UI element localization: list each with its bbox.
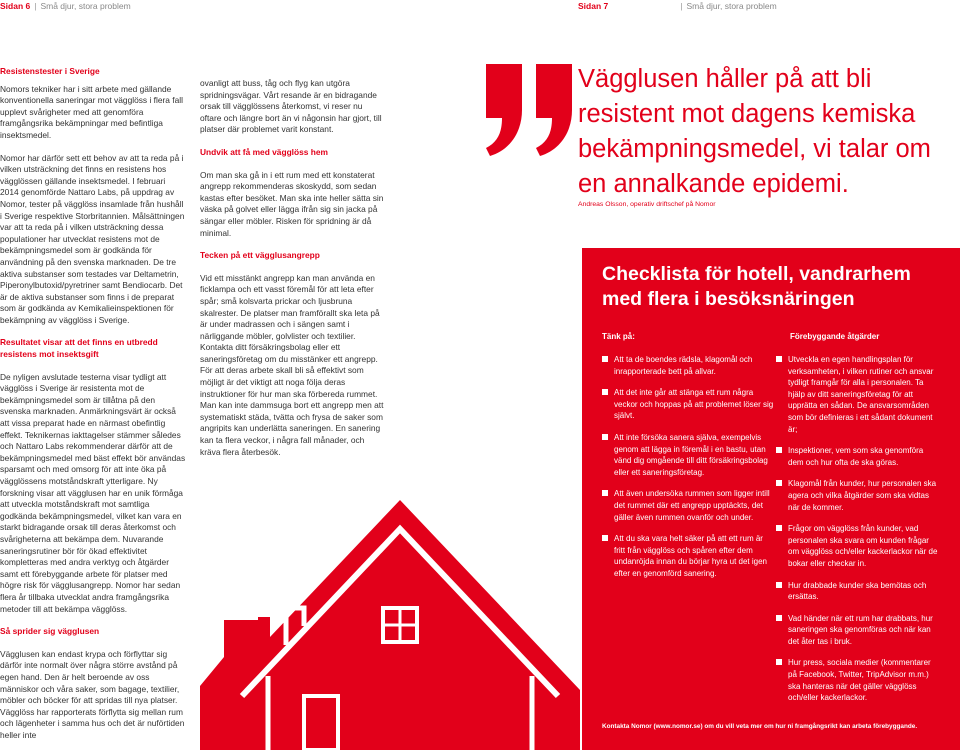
column-middle <box>200 78 386 469</box>
list-item: Att inte försöka sanera själva, exempelvis genom att lägga in föremål i en bastu, utan vänd dig omgående till ditt försäkringsbolag eller ett saneringsföretag. <box>602 432 774 478</box>
bullet-square-icon <box>776 480 782 486</box>
list-item: Klagomål från kunder, hur personalen ska agera och vilka åtgärder som ska vidtas när de kommer. <box>776 478 940 513</box>
bullet-square-icon <box>776 356 782 362</box>
column-left <box>0 66 186 752</box>
checklist-left-list <box>602 354 774 580</box>
heading-undvik: Undvik att få med vägglöss hem <box>200 146 328 157</box>
left-page-number: Sidan 6 <box>0 1 31 11</box>
list-item: Hur press, sociala medier (kommentarer på Facebook, Twitter, TripAdvisor m.m.) ska hanteras när det gäller vägglöss och/eller kackerlackor. <box>776 657 940 703</box>
contact-note: Kontakta Nomor (www.nomor.se) om du vill veta mer om hur ni framgångsrikt kan arbeta förebyggande. <box>602 723 918 730</box>
heading-tecken: Tecken på ett vägglusangrepp <box>200 250 320 261</box>
checklist-left-heading: Tänk på: <box>602 332 635 341</box>
left-page-header: Sidan 6 | Små djur, stora problem <box>0 1 131 11</box>
list-item: Att även undersöka rummen som ligger intill det rummet där ett angrepp upptäckts, det gäller även rummen ovanför och under. <box>602 488 774 523</box>
list-item: Inspektioner, vem som ska genomföra dem och hur ofta de ska göras. <box>776 445 940 468</box>
checklist-box <box>582 248 960 750</box>
bullet-square-icon <box>776 659 782 665</box>
bullet-square-icon <box>776 582 782 588</box>
paragraph: Nomor har därför sett ett behov av att ta reda på i vilken utsträckning det finns en resistens hos vägglössen gällande insektsmedel. I februari 2014 genomförde Nattaro Labs, på uppdrag av Nomor, tester på vägglöss insamlade från hushåll i Sverige respektive Storbritannien. Målsättningen var att ta reda på i vilken utsträckning dessa populationer har utvecklat resistens mot de bekämpningsmedel som är godkända för användning på den svenska marknaden. De tre aktiva substanser som testades var Deltametrin, Piperonylbutoxid/pyretriner samt Bendiocarb. Det är de aktiva substanser som finns i de preparat som är godkända av Kemikalieinspektionen för bekämpning av vägglöss i Sverige. <box>0 152 185 325</box>
checklist-right-heading: Förebyggande åtgärder <box>790 332 880 341</box>
bullet-square-icon <box>776 525 782 531</box>
quote-mark-icon <box>482 58 578 158</box>
paragraph: Vägglusen kan endast krypa och förflyttar sig därför inte normalt över några större avstånd på egen hand. Den är helt beroende av oss människor och våra saker, som bagage, textilier, möbler och böcker för att spridas till nya platser. Vägglöss har rapporterats förflytta sig mellan rum och lägenheter i samma hus och det är nuförtiden heller inte <box>0 648 185 740</box>
list-item: Frågor om vägglöss från kunder, vad personalen ska svara om kunden frågar om vägglöss och/eller kackerlackor när de bokar eller checkar in. <box>776 523 940 569</box>
checklist-right-list <box>776 354 940 704</box>
list-item: Att det inte går att stänga ett rum några veckor och hoppas på att problemet löser sig självt. <box>602 387 774 422</box>
heading-resistenstester: Resistenstester i Sverige <box>0 66 100 76</box>
paragraph: ovanligt att buss, tåg och flyg kan utgöra spridningsvägar. Vårt resande är en bidragande orsak till vägglössens återkomst, vi reser nu oftare och längre bort än vi någonsin har gjort, till platser där problemet varit konstant. <box>200 78 382 135</box>
list-item: Att ta de boendes rädsla, klagomål och inrapporterade bett på allvar. <box>602 354 774 377</box>
list-item: Att du ska vara helt säker på att ett rum är fritt från vägglöss och spåren efter dem undanröjda innan du börjar hyra ut det igen efter en genomförd sanering. <box>602 533 774 579</box>
house-outline-icon <box>200 500 580 750</box>
quote-author: Andreas Olsson, operativ driftschef på Nomor <box>578 201 716 208</box>
paragraph: Om man ska gå in i ett rum med ett konstaterat angrepp rekommenderas skoskydd, som sedan kastas efter besöket. Man ska inte heller sätta sin väska på golvet eller lägga ifrån sig sin jacka på sängar eller möbler. Risken för spridning är då minimal. <box>200 169 384 238</box>
heading-resultatet: Resultatet visar att det finns en utbredd resistens mot insektsgift <box>0 337 158 360</box>
checklist-title: Checklista för hotell, vandrarhem med flera i besöksnäringen <box>602 263 911 310</box>
right-page-title: Små djur, stora problem <box>686 1 777 11</box>
bullet-square-icon <box>602 356 608 362</box>
bullet-square-icon <box>602 389 608 395</box>
bullet-square-icon <box>602 434 608 440</box>
paragraph: De nyligen avslutade testerna visar tydligt att vägglöss i Sverige är resistenta mot de bekämpningsmedel som är tillåtna på den svenska marknaden. Anmärkningsvärt är också att vissa preparat hade en närmast obefintlig effekt. Teknikernas iakttagelser stämmer således och Nattaro Labs rekommenderar därför att de bekämpningsmedel med bäst effekt bör användas sparsamt och med omsorg för att inte öka på vägglössens motståndskraft ytterligare. Ny forskning visar att vägglusen har en unik förmåga att utveckla motståndskraft mot samtliga godkända bekämpningsmedel, vilket kan vara en starkt bidragande orsak till deras återkomst och svårigheterna att bekämpa dem. Nuvarande saneringsrutiner bör för ökad effektivitet kompletteras med andra verktyg och åtgärder samt ett förebyggande arbete för platser med högre risk för vägglusangrepp. Nomor har sedan flera år tillbaka utvecklat andra framgångsrika metoder till att bekämpa vägglöss. <box>0 371 186 614</box>
list-item: Utveckla en egen handlingsplan för verksamheten, i vilken rutiner och ansvar tydligt framgår för alla i personalen. Ta hjälp av ditt saneringsföretag för att upprätta en sådan. De ansvarsområden som bör definieras i ett sådant dokument är; <box>776 354 940 435</box>
right-page-header: Sidan 7 | Små djur, stora problem <box>578 1 777 11</box>
left-page-title: Små djur, stora problem <box>40 1 131 11</box>
right-page-number: Sidan 7 <box>578 1 609 11</box>
list-item: Hur drabbade kunder ska bemötas och ersättas. <box>776 580 940 603</box>
pull-quote: Vägglusen håller på att bli resistent mot dagens kemiska bekämpningsmedel, vi talar om en annalkande epidemi. <box>578 65 931 198</box>
paragraph: Vid ett misstänkt angrepp kan man använda en ficklampa och ett vasst föremål för att leta efter spår; små kolsvarta prickar och ljusbruna skalrester. De platser man framförallt ska leta på är under madrassen och i sängen samt i närliggande möbler, golvlister och textilier. Kontakta ditt försäkringsbolag eller ett saneringsföretag om du misstänker ett angrepp. För att deras arbete skall bli så effektivt som möjligt är det viktigt att noga följa deras instruktioner för hur man ska förbereda rummet. Man kan inte dammsuga bort ett angrepp men att systematiskt städa, tvätta och frysa de saker som angripits kan underlätta saneringen. En sanering kan ta flera veckor, i några fall månader, och kräva flera återbesök. <box>200 272 384 457</box>
bullet-square-icon <box>602 535 608 541</box>
list-item: Vad händer när ett rum har drabbats, hur saneringen ska genomföras och när kan det åter tas i bruk. <box>776 613 940 648</box>
heading-sprider: Så sprider sig vägglusen <box>0 626 100 637</box>
paragraph: Nomors tekniker har i sitt arbete med gällande konventionella saneringar mot vägglöss i flera fall upplevt svårigheter med att genomföra framgångsrika bekämpningar med befintliga insektsmedel. <box>0 83 183 140</box>
bullet-square-icon <box>776 447 782 453</box>
bullet-square-icon <box>776 615 782 621</box>
bullet-square-icon <box>602 490 608 496</box>
